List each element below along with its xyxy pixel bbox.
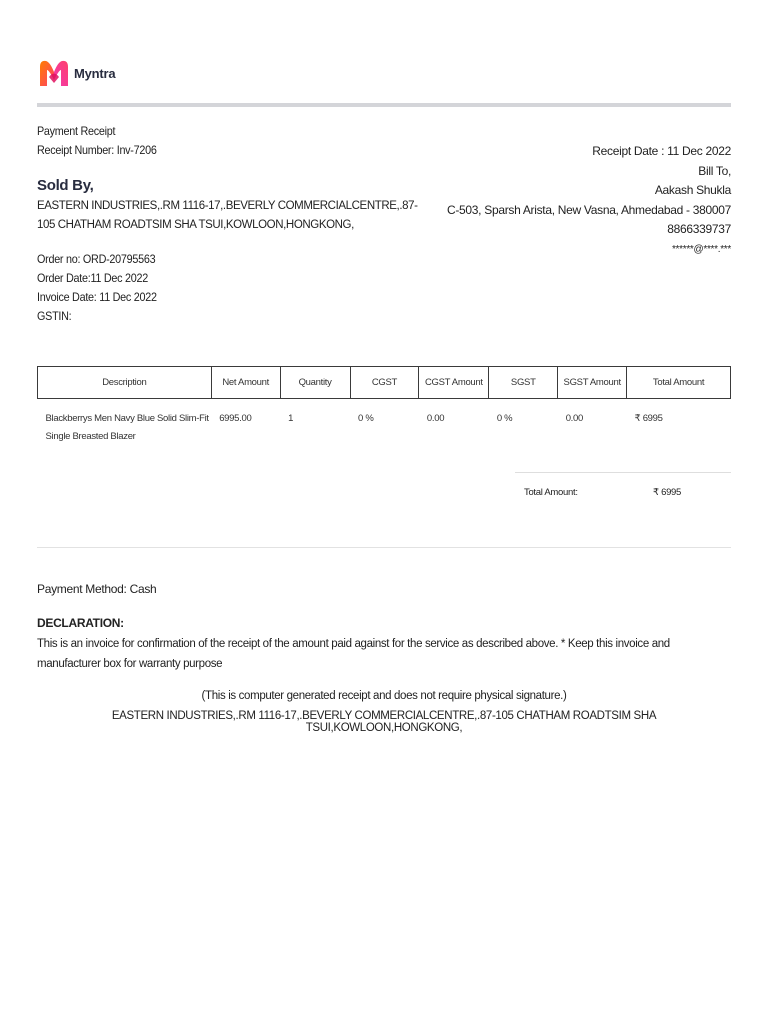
cell-cgst: 0 % bbox=[358, 413, 374, 424]
cell-sgst: 0 % bbox=[496, 413, 513, 424]
section-divider bbox=[37, 547, 731, 548]
receipt-date: Receipt Date : 11 Dec 2022 bbox=[592, 144, 731, 158]
order-details bbox=[37, 250, 170, 326]
bill-to-label: Bill To, bbox=[698, 163, 731, 178]
col-header-total-amount: Total Amount bbox=[627, 367, 731, 399]
bill-to-block bbox=[447, 142, 731, 259]
invoice-date: Invoice Date: 11 Dec 2022 bbox=[37, 290, 157, 304]
total-amount-label: Total Amount: bbox=[524, 487, 578, 498]
brand-logo bbox=[37, 58, 115, 88]
item-description-line1: Blackberrys Men Navy Blue Solid Slim-Fit bbox=[45, 413, 209, 424]
cell-net-amount: 6995.00 bbox=[219, 413, 252, 424]
col-header-sgst: SGST bbox=[489, 367, 558, 399]
seller-address-line1: EASTERN INDUSTRIES,.RM 1116-17,.BEVERLY COMMERCIALCENTRE,.87- bbox=[37, 200, 418, 212]
cell-description bbox=[38, 399, 212, 447]
total-amount-value: ₹ 6995 bbox=[653, 487, 682, 498]
sold-by-heading: Sold By, bbox=[37, 177, 94, 194]
item-description-line2: Single Breasted Blazer bbox=[45, 431, 136, 442]
seller-address bbox=[37, 197, 418, 235]
col-header-cgst-amount: CGST Amount bbox=[419, 367, 489, 399]
payment-method: Payment Method: Cash bbox=[37, 582, 157, 596]
bill-to-email: ******@****.*** bbox=[671, 243, 731, 255]
declaration-text: This is an invoice for confirmation of the receipt of the amount paid against for the service as described above. * Keep this invoice and manufacturer box for warranty purpose bbox=[37, 638, 670, 670]
brand-name: Myntra bbox=[74, 65, 116, 81]
receipt-number: Receipt Number: Inv-7206 bbox=[37, 143, 157, 157]
myntra-m-logo-icon bbox=[37, 58, 71, 88]
cell-sgst-amount: 0.00 bbox=[565, 413, 583, 424]
cell-cgst-amount: 0.00 bbox=[426, 413, 445, 424]
computer-generated-note: (This is computer generated receipt and does not require physical signature.) bbox=[201, 690, 567, 702]
bill-to-phone: 8866339737 bbox=[667, 222, 731, 236]
col-header-description: Description bbox=[38, 367, 212, 399]
totals-divider bbox=[515, 472, 731, 473]
footer-address: EASTERN INDUSTRIES,.RM 1116-17,.BEVERLY COMMERCIALCENTRE,.87-105 CHATHAM ROADTSIM SHA TSUI,KOWLOON,HONGKONG, bbox=[111, 710, 657, 734]
col-header-cgst: CGST bbox=[350, 367, 419, 399]
bill-to-address: C-503, Sparsh Arista, New Vasna, Ahmedabad - 380007 bbox=[447, 202, 731, 217]
col-header-sgst-amount: SGST Amount bbox=[558, 367, 627, 399]
cell-quantity: 1 bbox=[288, 413, 294, 424]
gstin: GSTIN: bbox=[37, 309, 72, 323]
order-number: Order no: ORD-20795563 bbox=[37, 252, 156, 266]
declaration-heading: DECLARATION: bbox=[37, 616, 124, 630]
cell-total: ₹ 6995 bbox=[634, 413, 663, 424]
table-row bbox=[38, 399, 731, 447]
col-header-quantity: Quantity bbox=[280, 367, 350, 399]
seller-address-line2: 105 CHATHAM ROADTSIM SHA TSUI,KOWLOON,HONGKONG, bbox=[37, 219, 354, 231]
order-date: Order Date:11 Dec 2022 bbox=[37, 271, 148, 285]
bill-to-name: Aakash Shukla bbox=[654, 183, 731, 197]
col-header-net-amount: Net Amount bbox=[211, 367, 280, 399]
receipt-title: Payment Receipt bbox=[37, 124, 116, 138]
header-divider bbox=[37, 103, 731, 107]
items-table bbox=[37, 366, 731, 446]
table-header-row bbox=[38, 367, 731, 399]
